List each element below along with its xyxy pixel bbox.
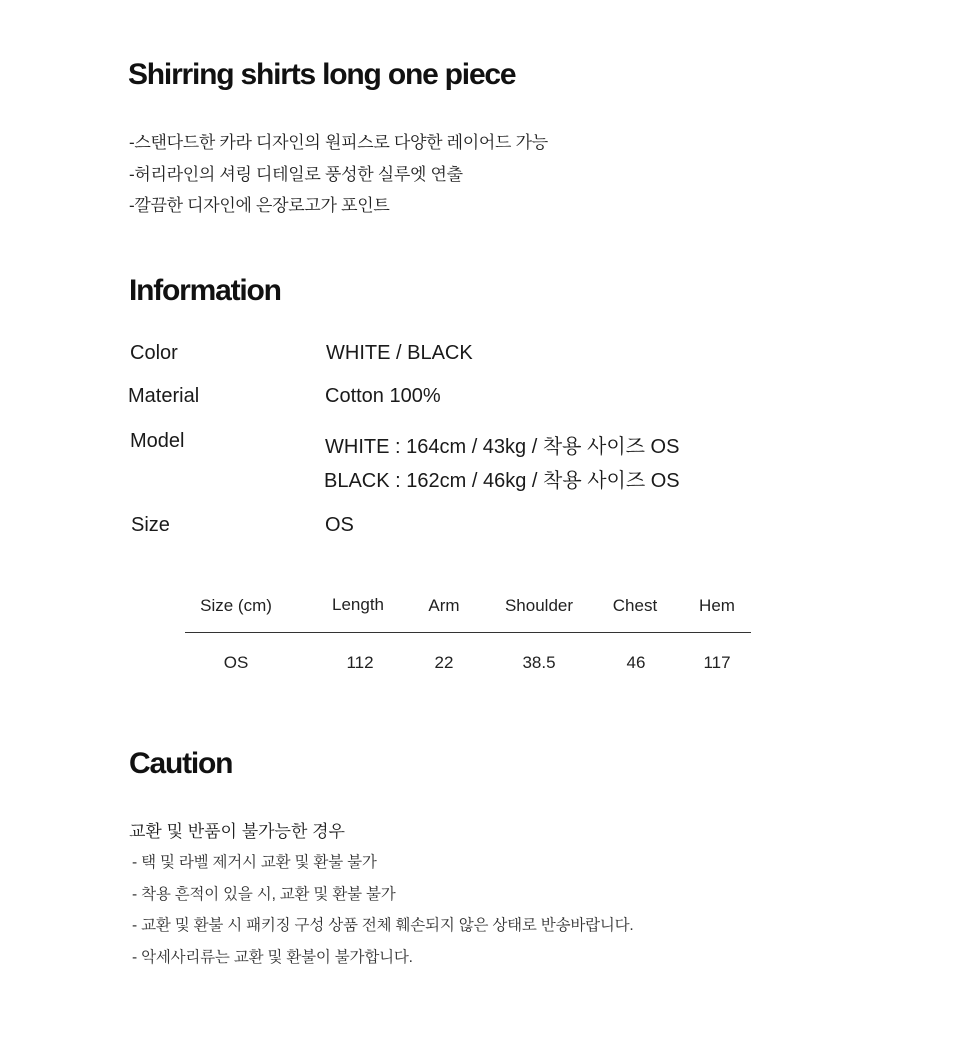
info-value-color: WHITE / BLACK (326, 342, 473, 364)
table-header-chest: Chest (612, 596, 658, 615)
info-label-color: Color (130, 342, 178, 364)
info-value-model-white: WHITE : 164cm / 43kg / 착용 사이즈 OS (325, 436, 680, 458)
table-cell-shoulder: 38.5 (522, 653, 556, 672)
table-cell-arm: 22 (434, 653, 454, 672)
description-line: -깔끔한 디자인에 은장로고가 포인트 (129, 196, 390, 215)
table-divider (185, 632, 751, 633)
table-header-hem: Hem (699, 596, 735, 615)
description-line: -스탠다드한 카라 디자인의 원피스로 다양한 레이어드 가능 (129, 133, 548, 152)
caution-item: - 악세사리류는 교환 및 환불이 불가합니다. (132, 949, 413, 966)
info-label-material: Material (128, 385, 200, 407)
table-cell-chest: 46 (626, 653, 646, 672)
table-cell-hem: 117 (703, 653, 731, 672)
table-header-arm: Arm (428, 596, 460, 615)
product-title: Shirring shirts long one piece (128, 58, 516, 91)
table-cell-length: 112 (346, 653, 374, 672)
caution-item: - 교환 및 환불 시 패키징 구성 상품 전체 훼손되지 않은 상태로 반송바랍니다. (132, 917, 634, 934)
caution-item: - 택 및 라벨 제거시 교환 및 환불 불가 (132, 854, 377, 871)
table-header-size: Size (cm) (200, 596, 272, 615)
info-label-model: Model (130, 430, 185, 452)
info-label-size: Size (131, 514, 170, 536)
caution-item: - 착용 흔적이 있을 시, 교환 및 환불 불가 (132, 886, 396, 903)
table-header-length: Length (332, 595, 384, 614)
info-value-size: OS (325, 514, 354, 536)
information-heading: Information (129, 274, 281, 307)
caution-subtitle: 교환 및 반품이 불가능한 경우 (129, 822, 345, 841)
info-value-model-black: BLACK : 162cm / 46kg / 착용 사이즈 OS (324, 470, 680, 492)
table-cell-size: OS (223, 653, 249, 672)
info-value-material: Cotton 100% (325, 385, 441, 407)
caution-heading: Caution (129, 747, 233, 780)
table-header-shoulder: Shoulder (504, 596, 574, 615)
description-line: -허리라인의 셔링 디테일로 풍성한 실루엣 연출 (129, 165, 463, 184)
